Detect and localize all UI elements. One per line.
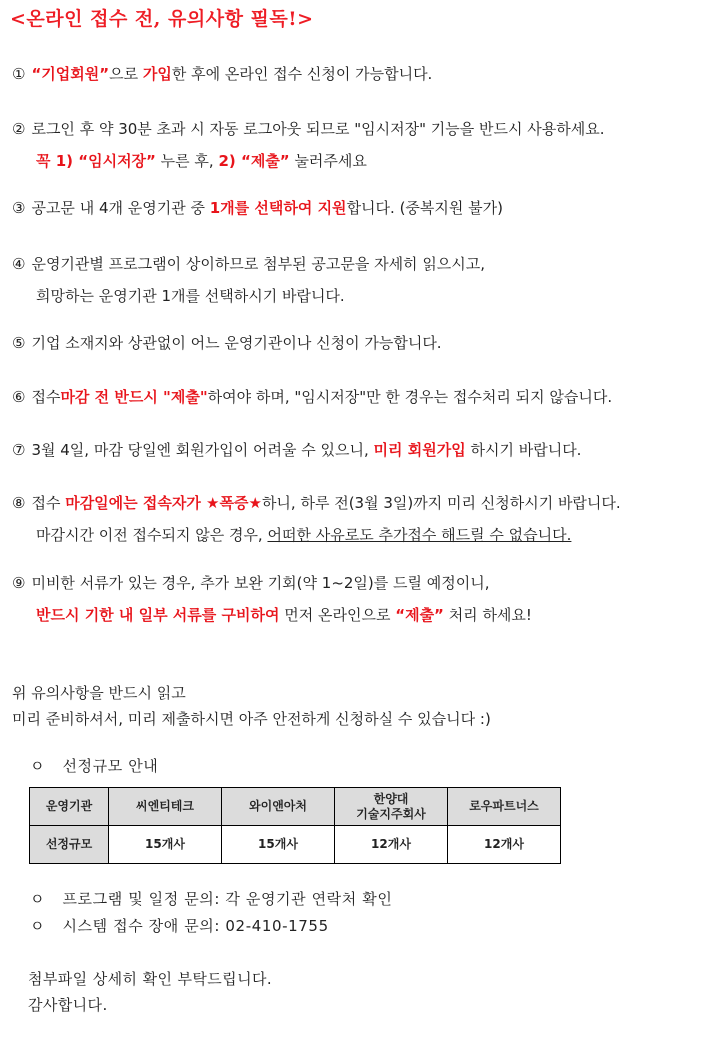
table-cell: 한양대 기술지주회사	[335, 788, 448, 826]
notice-text: 하여야 하며, "임시저장"만 한 경우는 접수처리 되지 않습니다.	[207, 388, 613, 406]
notice-item-9	[12, 567, 712, 631]
table-row	[30, 826, 561, 864]
notice-item-5	[12, 327, 712, 359]
notice-item-1	[12, 58, 712, 90]
notice-line	[12, 487, 712, 519]
emphasis-text: 2) “제출”	[218, 152, 290, 170]
bullet-icon: ㅇ	[30, 757, 46, 775]
emphasis-text: 꼭 1) “임시저장”	[36, 152, 156, 170]
notice-line	[12, 327, 712, 359]
table-cell: 와이앤아처	[222, 788, 335, 826]
notice-text: 운영기관별 프로그램이 상이하므로 첨부된 공고문을 자세히 읽으시고,	[31, 255, 486, 273]
notice-text: 누른 후,	[155, 152, 219, 170]
notice-number: ②	[12, 120, 26, 138]
notice-text: 처리 하세요!	[443, 606, 532, 624]
table-cell: 12개사	[448, 826, 561, 864]
table-cell: 선정규모	[30, 826, 109, 864]
notice-line	[12, 519, 712, 551]
notice-item-7	[12, 434, 712, 466]
notice-item-3	[12, 192, 712, 224]
notice-line	[12, 381, 712, 413]
notice-number: ⑥	[12, 388, 26, 406]
emphasis-text: 마감일에는 접속자가 ★폭증★	[65, 494, 262, 512]
notice-number: ⑤	[12, 334, 26, 352]
emphasis-text: “기업회원”	[31, 65, 110, 83]
notice-text: 로그인 후 약 30분 초과 시 자동 로그아웃 되므로 "임시저장" 기능을 반드시 사용하세요.	[31, 120, 605, 138]
closing-line: 위 유의사항을 반드시 읽고	[12, 684, 186, 702]
notice-text: 하니, 하루 전(3월 3일)까지 미리 신청하시기 바랍니다.	[261, 494, 621, 512]
notice-line	[12, 192, 712, 224]
notice-text: 접수	[31, 494, 66, 512]
notice-text: 희망하는 운영기관 1개를 선택하시기 바랍니다.	[36, 287, 345, 305]
table-cell: 15개사	[222, 826, 335, 864]
bullet-icon: ㅇ	[30, 917, 46, 935]
notice-text: 먼저 온라인으로	[279, 606, 396, 624]
contact-text: 프로그램 및 일정 문의: 각 운영기관 연락처 확인	[62, 890, 393, 908]
notice-number: ⑦	[12, 441, 26, 459]
notice-text: 접수	[31, 388, 61, 406]
notice-text: 마감시간 이전 접수되지 않은 경우,	[36, 526, 268, 544]
contact-text: 시스템 접수 장애 문의: 02-410-1755	[62, 917, 329, 935]
notice-line	[12, 113, 712, 145]
table-header-row	[30, 788, 561, 826]
notice-text: 기업 소재지와 상관없이 어느 운영기관이나 신청이 가능합니다.	[31, 334, 442, 352]
notice-line	[12, 145, 712, 177]
notice-item-6	[12, 381, 712, 413]
closing-line: 미리 준비하셔서, 미리 제출하시면 아주 안전하게 신청하실 수 있습니다 :)	[12, 710, 491, 728]
notice-number: ⑨	[12, 574, 26, 592]
table-cell: 씨엔티테크	[109, 788, 222, 826]
notice-text: 미비한 서류가 있는 경우, 추가 보완 기회(약 1~2일)를 드릴 예정이니,	[31, 574, 490, 592]
notice-number: ④	[12, 255, 26, 273]
notice-text: 한 후에 온라인 접수 신청이 가능합니다.	[171, 65, 433, 83]
footer-line: 감사합니다.	[28, 996, 108, 1014]
notice-line	[12, 434, 712, 466]
closing-message	[12, 680, 491, 732]
table-cell: 운영기관	[30, 788, 109, 826]
table-cell: 12개사	[335, 826, 448, 864]
emphasis-text: 마감 전 반드시 "제출"	[60, 388, 208, 406]
notice-text: 합니다. (중복지원 불가)	[346, 199, 503, 217]
notice-line	[12, 58, 712, 90]
notice-text: 하시기 바랍니다.	[465, 441, 582, 459]
notice-text: 으로	[109, 65, 143, 83]
notice-item-4	[12, 248, 712, 312]
notice-line	[12, 248, 712, 280]
notice-text: 눌러주세요	[289, 152, 367, 170]
contact-item	[30, 915, 329, 936]
emphasis-text: 반드시 기한 내 일부 서류를 구비하여	[36, 606, 280, 624]
emphasis-text: “제출”	[395, 606, 444, 624]
notice-item-8	[12, 487, 712, 551]
emphasis-text: 미리 회원가입	[373, 441, 466, 459]
notice-number: ③	[12, 199, 26, 217]
notice-text: 어떠한 사유로도 추가접수 해드릴 수 없습니다.	[267, 526, 572, 544]
page-title: <온라인 접수 전, 유의사항 필독!>	[10, 8, 314, 30]
table-cell: 로우파트너스	[448, 788, 561, 826]
selection-heading	[30, 755, 158, 776]
table-cell: 15개사	[109, 826, 222, 864]
emphasis-text: 1개를 선택하여 지원	[209, 199, 347, 217]
selection-heading-text: 선정규모 안내	[62, 757, 159, 775]
notice-line	[12, 280, 712, 312]
notice-text: 3월 4일, 마감 당일엔 회원가입이 어려울 수 있으니,	[31, 441, 374, 459]
notice-number: ①	[12, 65, 26, 83]
selection-scale-table	[29, 787, 561, 864]
notice-line	[12, 567, 712, 599]
contact-item	[30, 888, 392, 909]
notice-item-2	[12, 113, 712, 177]
notice-number: ⑧	[12, 494, 26, 512]
bullet-icon: ㅇ	[30, 890, 46, 908]
notice-line	[12, 599, 712, 631]
footer-line: 첨부파일 상세히 확인 부탁드립니다.	[28, 970, 273, 988]
notice-text: 공고문 내 4개 운영기관 중	[31, 199, 210, 217]
footer-message	[28, 966, 272, 1018]
emphasis-text: 가입	[142, 65, 172, 83]
